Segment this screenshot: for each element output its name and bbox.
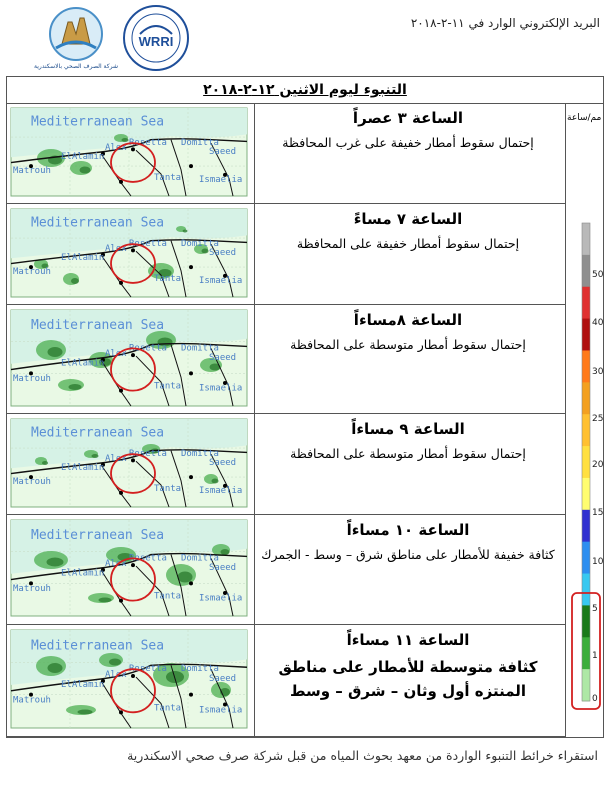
forecast-hour: الساعة ٧ مساءً <box>353 210 463 228</box>
scale-color-segment <box>582 446 590 478</box>
forecast-hour: الساعة ١١ مساءاً <box>346 631 470 649</box>
map-label-sea: Mediterranean Sea <box>31 638 165 654</box>
map-label-domitta: Domitta <box>181 343 219 354</box>
forecast-row <box>7 204 565 305</box>
forecast-map <box>11 310 247 406</box>
map-label-matrouh: Matrouh <box>13 166 51 177</box>
scale-unit-label: مم/ساعة <box>567 113 602 123</box>
forecast-map-cell <box>7 414 255 514</box>
forecast-description: كثافة متوسطة للأمطار على مناطق المنتزه أول وثان – شرق – وسط <box>278 658 538 700</box>
scale-tick-label: 0 <box>592 694 598 704</box>
forecast-hour: الساعة ١٠ مساءاً <box>346 521 470 539</box>
map-label-ismaelia: Ismaelia <box>199 383 243 394</box>
map-label-domitta: Domitta <box>181 553 219 564</box>
scale-tick-label: 20 <box>592 460 604 470</box>
scale-color-segment <box>582 255 590 287</box>
map-label-sea: Mediterranean Sea <box>31 425 165 441</box>
scale-color-segment <box>582 319 590 351</box>
map-label-tanta: Tanta <box>154 591 182 602</box>
forecast-map <box>11 419 247 507</box>
map-label-sea: Mediterranean Sea <box>31 114 165 130</box>
scale-color-segment <box>582 382 590 414</box>
forecast-map-cell <box>7 103 255 203</box>
map-label-ismaelia: Ismaelia <box>199 705 243 716</box>
map-label-tanta: Tanta <box>154 484 182 495</box>
scale-tick-label: 5 <box>592 604 598 614</box>
map-label-rosetta: Rosetta <box>129 343 167 354</box>
forecast-map-cell <box>7 204 255 304</box>
map-label-rosetta: Rosetta <box>129 664 167 675</box>
map-label-alamin: ElAlamin <box>61 152 105 163</box>
map-label-saeed: Saeed <box>209 673 237 684</box>
map-label-sea: Mediterranean Sea <box>31 318 165 334</box>
map-label-alex: Alex <box>105 349 127 360</box>
map-label-alamin: ElAlamin <box>61 463 105 474</box>
map-label-alex: Alex <box>105 559 127 570</box>
map-label-alamin: ElAlamin <box>61 568 105 579</box>
map-label-matrouh: Matrouh <box>13 477 51 488</box>
forecast-row <box>7 305 565 414</box>
map-label-alex: Alex <box>105 670 127 681</box>
map-label-rosetta: Rosetta <box>129 238 167 249</box>
forecast-text <box>259 420 557 464</box>
forecast-row <box>7 625 565 737</box>
scale-colorbar <box>566 103 604 737</box>
map-label-saeed: Saeed <box>209 352 237 363</box>
forecast-text <box>259 521 557 565</box>
forecast-map <box>11 630 247 728</box>
forecast-text <box>259 210 557 254</box>
forecast-map-cell <box>7 305 255 413</box>
scale-tick-label: 10 <box>592 557 604 567</box>
logo-left-caption: شركة الصرف الصحي بالاسكندرية <box>34 63 118 70</box>
map-label-saeed: Saeed <box>209 247 237 258</box>
map-label-domitta: Domitta <box>181 664 219 675</box>
forecast-description: إحتمال سقوط أمطار متوسطة على المحافظة <box>290 337 526 352</box>
scale-tick-label: 25 <box>592 414 604 424</box>
map-label-saeed: Saeed <box>209 457 237 468</box>
scale-tick-label: 50 <box>592 270 604 280</box>
forecast-row <box>7 414 565 515</box>
map-label-matrouh: Matrouh <box>13 584 51 595</box>
forecast-map <box>11 520 247 616</box>
scale-tick-label: 15 <box>592 508 604 518</box>
scale-color-segment <box>582 223 590 255</box>
email-received-header: البريد الإلكتروني الوارد في ١١-٢-٢٠١٨ <box>410 16 600 30</box>
scale-color-segment <box>582 510 590 542</box>
map-label-alex: Alex <box>105 143 127 154</box>
map-label-matrouh: Matrouh <box>13 267 51 278</box>
scale-tick-label: 30 <box>592 367 604 377</box>
forecast-map <box>11 209 247 297</box>
map-label-ismaelia: Ismaelia <box>199 275 243 286</box>
scale-color-segment <box>582 478 590 510</box>
map-label-alex: Alex <box>105 244 127 255</box>
rain-intensity-scale <box>565 103 603 737</box>
forecast-map-cell <box>7 625 255 736</box>
map-label-domitta: Domitta <box>181 238 219 249</box>
forecast-text <box>259 109 557 153</box>
forecast-description: إحتمال سقوط أمطار خفيفة على المحافظة <box>296 236 520 251</box>
map-label-alamin: ElAlamin <box>61 679 105 690</box>
map-label-tanta: Tanta <box>154 274 182 285</box>
map-label-saeed: Saeed <box>209 146 237 157</box>
forecast-table <box>6 76 604 738</box>
map-label-ismaelia: Ismaelia <box>199 593 243 604</box>
forecast-title <box>7 77 603 104</box>
forecast-map <box>11 108 247 196</box>
scale-tick-label: 40 <box>592 318 604 328</box>
map-label-tanta: Tanta <box>154 381 182 392</box>
forecast-text <box>259 311 557 355</box>
scale-color-segment <box>582 542 590 574</box>
forecast-description: إحتمال سقوط أمطار خفيفة على غرب المحافظة <box>282 135 534 150</box>
wrri-logo <box>122 4 190 72</box>
forecast-hour: الساعة ٩ مساءاً <box>351 420 465 438</box>
map-label-alamin: ElAlamin <box>61 358 105 369</box>
forecast-row <box>7 103 565 204</box>
forecast-title-text: التنبوء ليوم الاثنين ١٢-٢-٢٠١٨ <box>203 82 407 98</box>
wrri-logo-text: WRRI <box>138 34 174 49</box>
forecast-text <box>259 631 557 703</box>
forecast-hour: الساعة ٨مساءاً <box>353 311 463 329</box>
map-label-rosetta: Rosetta <box>129 137 167 148</box>
map-label-matrouh: Matrouh <box>13 374 51 385</box>
map-label-rosetta: Rosetta <box>129 448 167 459</box>
forecast-row <box>7 515 565 625</box>
map-label-tanta: Tanta <box>154 703 182 714</box>
forecast-description: كثافة خفيفة للأمطار على مناطق شرق – وسط - الجمرك <box>261 547 555 562</box>
scale-color-segment <box>582 574 590 606</box>
map-label-alex: Alex <box>105 454 127 465</box>
map-label-ismaelia: Ismaelia <box>199 485 243 496</box>
map-label-sea: Mediterranean Sea <box>31 215 165 231</box>
scale-color-segment <box>582 669 590 701</box>
map-label-rosetta: Rosetta <box>129 553 167 564</box>
scale-color-segment <box>582 414 590 446</box>
map-label-domitta: Domitta <box>181 137 219 148</box>
scale-color-segment <box>582 287 590 319</box>
scale-tick-label: 1 <box>592 651 598 661</box>
map-label-tanta: Tanta <box>154 173 182 184</box>
map-label-saeed: Saeed <box>209 562 237 573</box>
scale-color-segment <box>582 637 590 669</box>
map-label-sea: Mediterranean Sea <box>31 528 165 544</box>
forecast-hour: الساعة ٣ عصراً <box>352 109 464 127</box>
scale-color-segment <box>582 605 590 637</box>
alexandria-sanitary-drainage-logo <box>34 4 118 72</box>
forecast-description: إحتمال سقوط أمطار متوسطة على المحافظة <box>290 446 526 461</box>
map-label-alamin: ElAlamin <box>61 253 105 264</box>
scale-color-segment <box>582 350 590 382</box>
map-label-domitta: Domitta <box>181 448 219 459</box>
forecast-map-cell <box>7 515 255 624</box>
footer-note: استقراء خرائط التنبوء الواردة من معهد بحوث المياه من قبل شركة صرف صحي الاسكندرية <box>127 748 598 763</box>
map-label-matrouh: Matrouh <box>13 695 51 706</box>
map-label-ismaelia: Ismaelia <box>199 174 243 185</box>
